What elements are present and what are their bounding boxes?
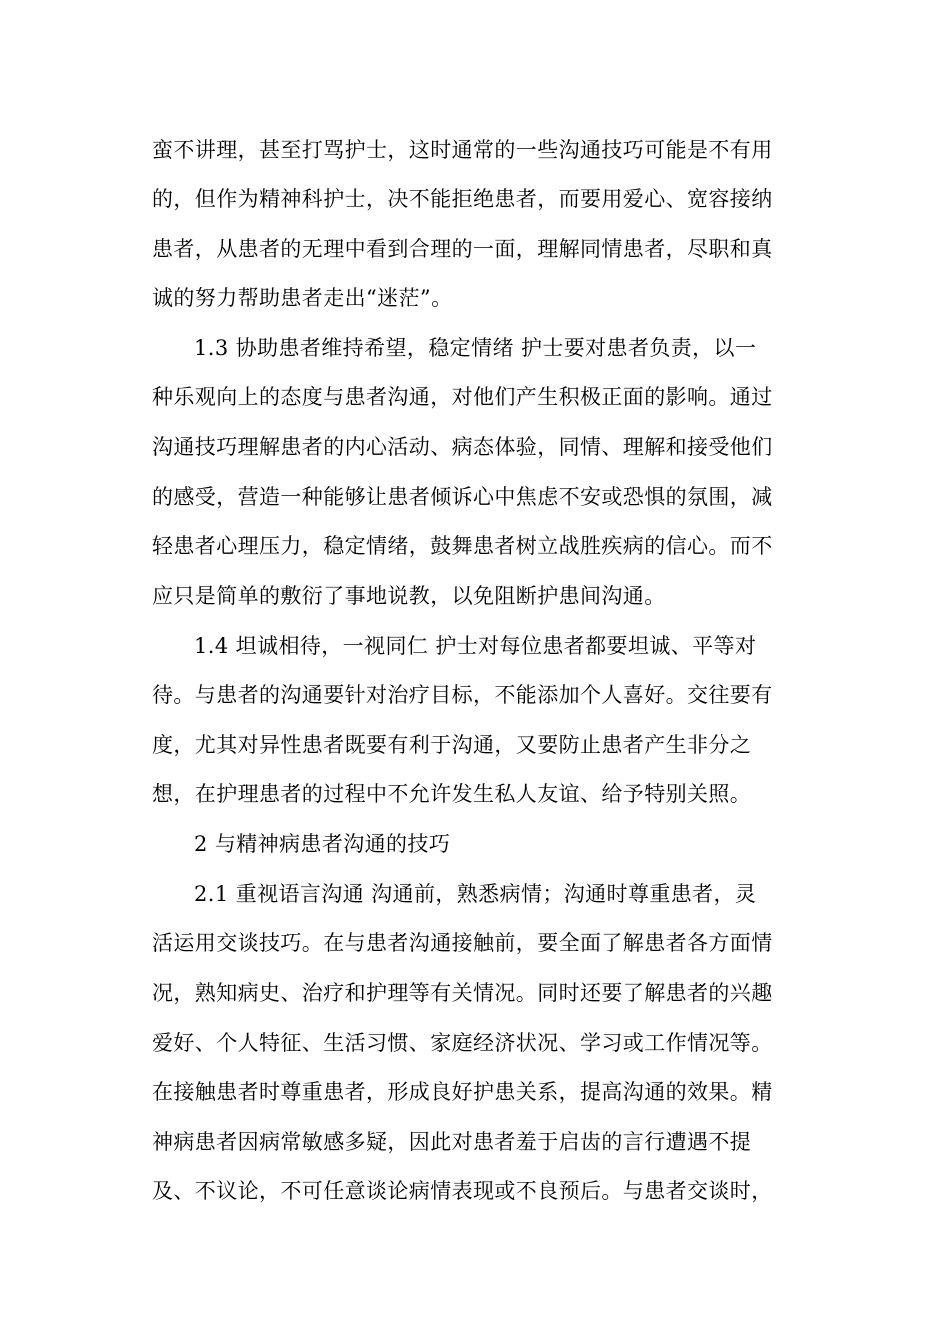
- text-line: 的感受，营造一种能够让患者倾诉心中焦虑不安或恐惧的氛围，减: [152, 485, 773, 509]
- text-line: 诚的努力帮助患者走出“迷茫”。: [152, 286, 453, 310]
- text-line: 种乐观向上的态度与患者沟通，对他们产生积极正面的影响。通过: [152, 385, 773, 409]
- section-heading-2-1: 2.1 重视语言沟通 沟通前，熟悉病情；沟通时尊重患者，灵: [194, 882, 757, 906]
- text-line: 轻患者心理压力，稳定情绪，鼓舞患者树立战胜疾病的信心。而不: [152, 534, 773, 558]
- text-line: 在接触患者时尊重患者，形成良好护患关系，提高沟通的效果。精: [152, 1080, 773, 1104]
- text-line: 爱好、个人特征、生活习惯、家庭经济状况、学习或工作情况等。: [152, 1031, 773, 1055]
- text-line: 沟通技巧理解患者的内心活动、病态体验，同情、理解和接受他们: [152, 435, 773, 459]
- section-heading-2: 2 与精神病患者沟通的技巧: [194, 832, 451, 856]
- text-line: 及、不议论，不可任意谈论病情表现或不良预后。与患者交谈时，: [152, 1179, 773, 1203]
- text-line: 的，但作为精神科护士，决不能拒绝患者，而要用爱心、宽容接纳: [152, 187, 773, 211]
- text-line: 度，尤其对异性患者既要有利于沟通，又要防止患者产生非分之: [152, 733, 752, 757]
- text-line: 蛮不讲理，甚至打骂护士，这时通常的一些沟通技巧可能是不有用: [152, 138, 773, 162]
- text-line: 神病患者因病常敏感多疑，因此对患者羞于启齿的言行遭遇不提: [152, 1130, 752, 1154]
- text-line: 患者，从患者的无理中看到合理的一面，理解同情患者，尽职和真: [152, 237, 773, 261]
- text-line: 活运用交谈技巧。在与患者沟通接触前，要全面了解患者各方面情: [152, 931, 773, 955]
- text-line: 想，在护理患者的过程中不允许发生私人友谊、给予特别关照。: [152, 782, 752, 806]
- text-line: 况，熟知病史、治疗和护理等有关情况。同时还要了解患者的兴趣: [152, 981, 773, 1005]
- section-heading-1-4: 1.4 坦诚相待，一视同仁 护士对每位患者都要坦诚、平等对: [194, 634, 757, 658]
- section-heading-1-3: 1.3 协助患者维持希望，稳定情绪 护士要对患者负责，以一: [194, 336, 757, 360]
- text-line: 待。与患者的沟通要针对治疗目标，不能添加个人喜好。交往要有: [152, 683, 773, 707]
- text-line: 应只是简单的敷衍了事地说教，以免阻断护患间沟通。: [152, 584, 666, 608]
